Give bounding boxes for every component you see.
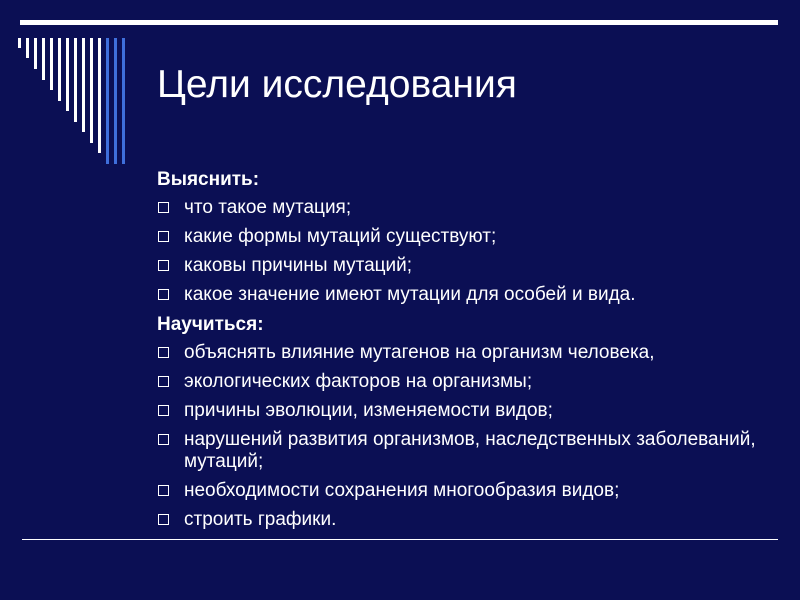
list-item-text: нарушений развития организмов, наследственных заболеваний, мутаций; [184,429,756,472]
bottom-rule [22,539,778,540]
stripe [66,38,69,111]
hollow-square-bullet-icon [158,514,169,525]
list-item [157,284,757,306]
hollow-square-bullet-icon [158,202,169,213]
list-item-text: необходимости сохранения многообразия видов; [184,480,620,501]
vertical-stripes-decoration [0,0,140,170]
section-heading-learn: Научиться: [157,314,264,335]
stripe [98,38,101,153]
slide-content [157,168,757,538]
list-item [157,509,757,531]
section-heading-find-out: Выяснить: [157,169,260,190]
learn-list [157,342,757,531]
list-item [157,371,757,393]
stripe [122,38,125,164]
stripe [50,38,53,90]
stripe [58,38,61,101]
list-item-text: какое значение имеют мутации для особей и вида. [184,284,636,305]
list-item-text: каковы причины мутаций; [184,255,413,276]
list-item-text: строить графики. [184,509,337,530]
list-item-text: причины эволюции, изменяемости видов; [184,400,553,421]
stripe [74,38,77,122]
list-item [157,480,757,502]
list-item [157,255,757,277]
list-item [157,400,757,422]
list-item-text: какие формы мутаций существуют; [184,226,497,247]
hollow-square-bullet-icon [158,347,169,358]
stripe [34,38,37,69]
hollow-square-bullet-icon [158,231,169,242]
stripe [42,38,45,80]
list-item-text: экологических факторов на организмы; [184,371,533,392]
list-item-text: объяснять влияние мутагенов на организм человека, [184,342,655,363]
list-item [157,342,757,364]
find-out-list [157,197,757,306]
hollow-square-bullet-icon [158,376,169,387]
stripe [106,38,109,164]
stripe [18,38,21,48]
hollow-square-bullet-icon [158,289,169,300]
hollow-square-bullet-icon [158,405,169,416]
stripe [114,38,117,164]
list-item [157,226,757,248]
hollow-square-bullet-icon [158,434,169,445]
slide-title: Цели исследования [157,63,517,106]
list-item-text: что такое мутация; [184,197,352,218]
hollow-square-bullet-icon [158,260,169,271]
list-item [157,429,757,473]
stripe [82,38,85,132]
stripe [26,38,29,58]
hollow-square-bullet-icon [158,485,169,496]
list-item [157,197,757,219]
stripe [90,38,93,143]
